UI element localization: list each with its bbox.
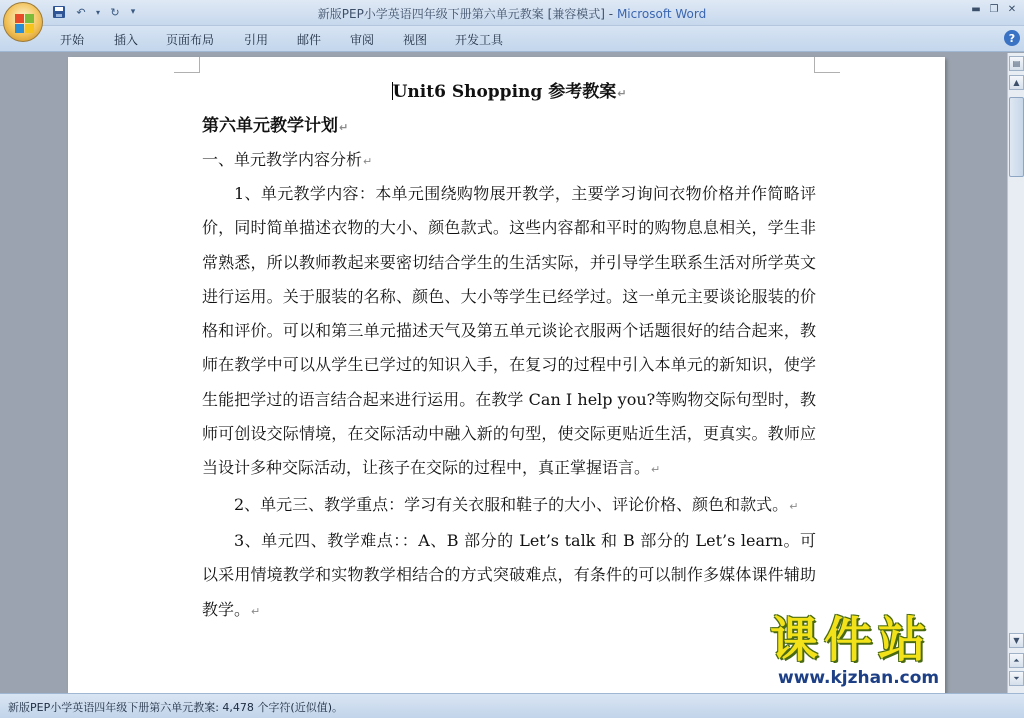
section-heading: 第六单元教学计划↵ — [202, 116, 349, 136]
vertical-scrollbar[interactable] — [1007, 53, 1024, 693]
document-name: 新版PEP小学英语四年级下册第六单元教案 [兼容模式] — [317, 7, 605, 21]
tab-developer[interactable]: 开发工具 — [455, 33, 504, 47]
undo-icon[interactable]: ↶ — [76, 5, 86, 19]
paragraph-mark-icon: ↵ — [789, 499, 799, 513]
status-word-count[interactable]: 新版PEP小学英语四年级下册第六单元教案: 4,478 个字符(近似值)。 — [8, 701, 343, 714]
tab-mailings[interactable]: 邮件 — [297, 33, 322, 47]
paragraph-mark-icon: ↵ — [617, 87, 627, 100]
crop-mark-top-right — [814, 57, 840, 73]
paragraph-key-points: 2、单元三、教学重点：学习有关衣服和鞋子的大小、评论价格、颜色和款式。↵ — [234, 494, 799, 514]
restore-icon[interactable]: ❐ — [989, 3, 999, 15]
watermark-url: www.kjzhan.com — [778, 668, 940, 688]
window-controls — [968, 2, 1020, 16]
office-logo-icon — [13, 12, 35, 34]
tab-references[interactable]: 引用 — [244, 33, 269, 47]
paragraph-content-analysis: 1、单元教学内容：本单元围绕购物展开教学，主要学习询问衣物价格并作简略评价，同时简单描述衣物的大小、颜色款式。这些内容都和平时的购物息息相关，学生非常熟悉，所以教师教起来要密切结合学生的生活实际，并引导学生联系生活对所学英文进行运用。关于服装的名称、颜色、大小等学生已经学过。这一单元主要谈论服装的价格和评价。可以和第三单元描述天气及第五单元谈论衣服两个话题很好的结合起来，教师在教学中可以从学生已学过的知识入手，在复习的过程中引入本单元的新知识，使学生能把学过的语言结合起来进行运用。在教学 Can I help you?等购物交际句型时，教师可创设交际情境，在交际活动中融入新的句型，使交际更贴近生活，更真实。教师应当设计多种交际活动，让孩子在交际的过程中，真正掌握语言。↵ — [202, 184, 816, 478]
paragraph-mark-icon: ↵ — [339, 121, 349, 134]
tab-home[interactable]: 开始 — [60, 33, 85, 47]
document-page[interactable] — [68, 57, 945, 693]
paragraph-difficulties: 3、单元四、教学难点：：A、B 部分的 Let’s talk 和 B 部分的 Let’s learn。可以采用情境教学和实物教学相结合的方式突破难点，有条件的可以制作多媒体课件辅助教学。↵ — [202, 530, 816, 619]
window-title — [0, 5, 1024, 22]
scroll-thumb[interactable] — [1009, 97, 1024, 177]
tab-page-layout[interactable]: 页面布局 — [166, 33, 215, 47]
scroll-up-icon[interactable]: ▲ — [1009, 75, 1024, 90]
tab-review[interactable]: 审阅 — [350, 33, 375, 47]
paragraph-mark-icon: ↵ — [251, 604, 261, 618]
paragraph-mark-icon: ↵ — [651, 463, 661, 477]
watermark — [770, 612, 1010, 692]
app-name: Microsoft Word — [616, 7, 707, 21]
office-button[interactable] — [3, 2, 43, 42]
tab-view[interactable]: 视图 — [403, 33, 428, 47]
help-icon[interactable]: ? — [1004, 30, 1020, 46]
paragraph-mark-icon: ↵ — [363, 155, 373, 168]
close-icon[interactable]: ✕ — [1007, 3, 1017, 15]
document-area[interactable] — [0, 53, 1007, 693]
previous-page-icon[interactable]: ⏶ — [1009, 653, 1024, 668]
scroll-down-icon[interactable]: ▼ — [1009, 633, 1024, 648]
chevron-down-icon[interactable]: ▾ — [95, 7, 100, 17]
title-separator: - — [604, 7, 617, 21]
tab-insert[interactable]: 插入 — [114, 33, 139, 47]
subsection-heading: 一、单元教学内容分析↵ — [202, 150, 373, 169]
title-bar — [0, 0, 1024, 26]
ribbon-tabs — [0, 26, 1024, 52]
watermark-brand: 课件站 — [770, 612, 933, 668]
ruler-toggle-icon[interactable]: ▤ — [1009, 56, 1024, 71]
next-page-icon[interactable]: ⏷ — [1009, 671, 1024, 686]
status-bar — [0, 693, 1024, 718]
redo-icon[interactable]: ↻ — [110, 5, 120, 19]
document-body[interactable] — [202, 75, 816, 629]
crop-mark-top-left — [174, 57, 200, 73]
document-title: Unit6 Shopping 参考教案↵ — [392, 82, 627, 102]
minimize-icon[interactable]: ▬ — [971, 3, 981, 15]
customize-toolbar-icon[interactable]: ▾ — [130, 7, 136, 17]
